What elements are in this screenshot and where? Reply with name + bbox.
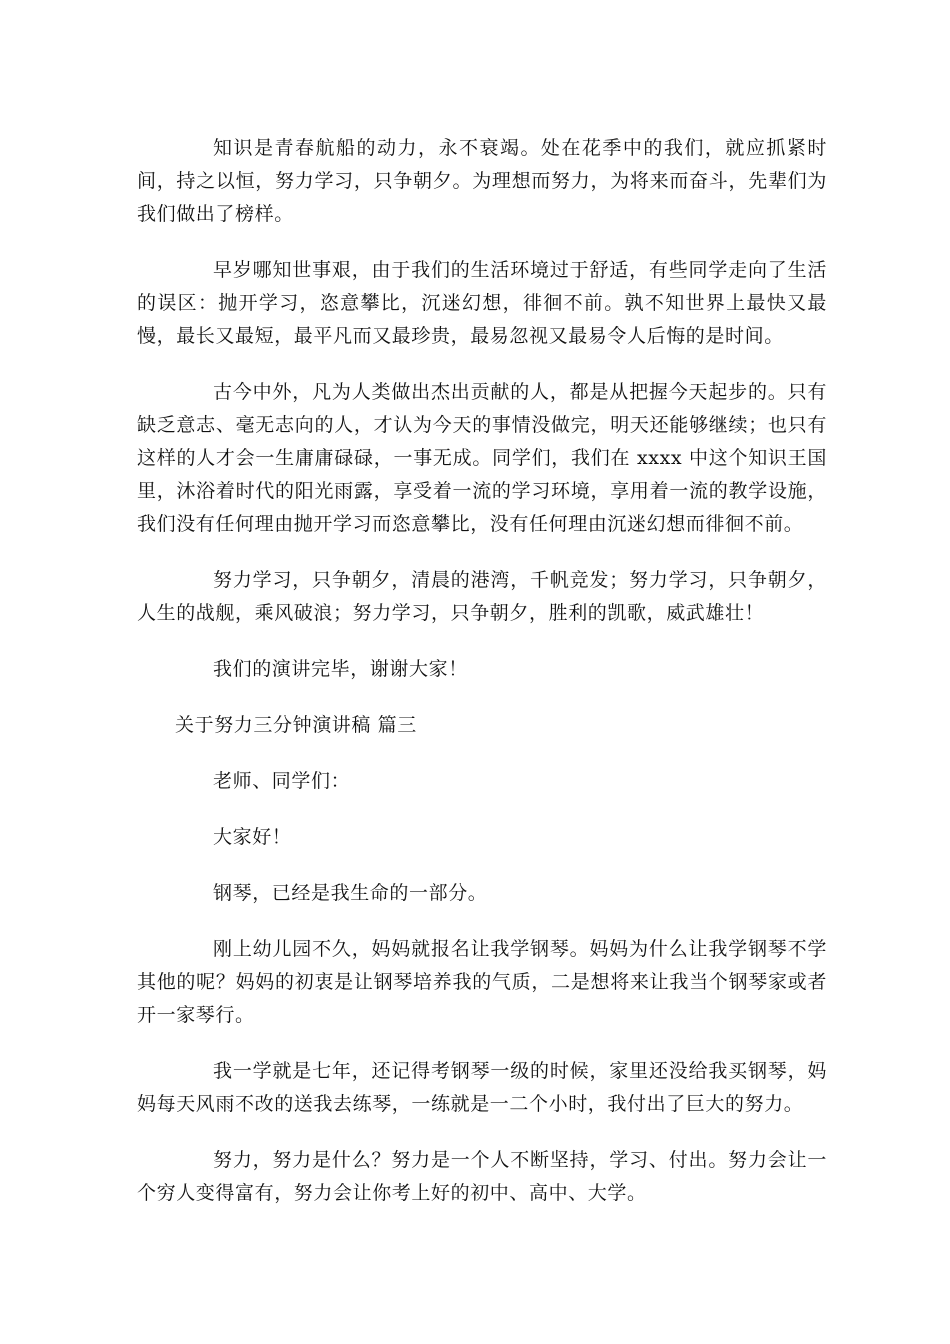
paragraph-speech-end: 我们的演讲完毕，谢谢大家！: [213, 658, 468, 680]
paragraph-what-is-effort: 努力，努力是什么？努力是一个人不断坚持，学习、付出。努力会让一个穷人变得富有，努力会让你考上好的初中、高中、大学。: [137, 1149, 827, 1204]
paragraph-study-hard: 努力学习，只争朝夕，清晨的港湾，千帆竞发；努力学习，只争朝夕，人生的战舰，乘风破浪；努力学习，只争朝夕，胜利的凯歌，威武雄壮！: [137, 569, 827, 624]
paragraph-piano-intro: 钢琴，已经是我生命的一部分。: [213, 882, 488, 904]
paragraph-greeting: 大家好！: [213, 826, 292, 848]
paragraph-knowledge: 知识是青春航船的动力，永不衰竭。处在花季中的我们，就应抓紧时间，持之以恒，努力学习，只争朝夕。为理想而努力，为将来而奋斗，先辈们为我们做出了榜样。: [137, 137, 827, 225]
paragraph-early-years: 早岁哪知世事艰，由于我们的生活环境过于舒适，有些同学走向了生活的误区：抛开学习，恣意攀比，沉迷幻想，徘徊不前。孰不知世界上最快又最慢，最长又最短，最平凡而又最珍贵，最易忽视又最易令人后悔的是时间。: [137, 259, 827, 347]
document-body: [137, 132, 827, 1233]
paragraph-kindergarten: 刚上幼儿园不久，妈妈就报名让我学钢琴。妈妈为什么让我学钢琴不学其他的呢？妈妈的初衷是让钢琴培养我的气质，二是想将来让我当个钢琴家或者开一家琴行。: [137, 938, 827, 1026]
section-heading: 关于努力三分钟演讲稿 篇三: [175, 714, 417, 736]
paragraph-past-and-present: 古今中外，凡为人类做出杰出贡献的人，都是从把握今天起步的。只有缺乏意志、毫无志向的人，才认为今天的事情没做完，明天还能够继续；也只有这样的人才会一生庸庸碌碌，一事无成。同学们，我们在 xxxx 中这个知识王国里，沐浴着时代的阳光雨露，享受着一流的学习环境，享用着一流的教学设施，我们没有任何理由抛开学习而恣意攀比，没有任何理由沉迷幻想而徘徊不前。: [137, 381, 827, 535]
paragraph-salutation: 老师、同学们：: [213, 770, 351, 792]
paragraph-seven-years: 我一学就是七年，还记得考钢琴一级的时候，家里还没给我买钢琴，妈妈每天风雨不改的送我去练琴，一练就是一二个小时，我付出了巨大的努力。: [137, 1060, 827, 1115]
